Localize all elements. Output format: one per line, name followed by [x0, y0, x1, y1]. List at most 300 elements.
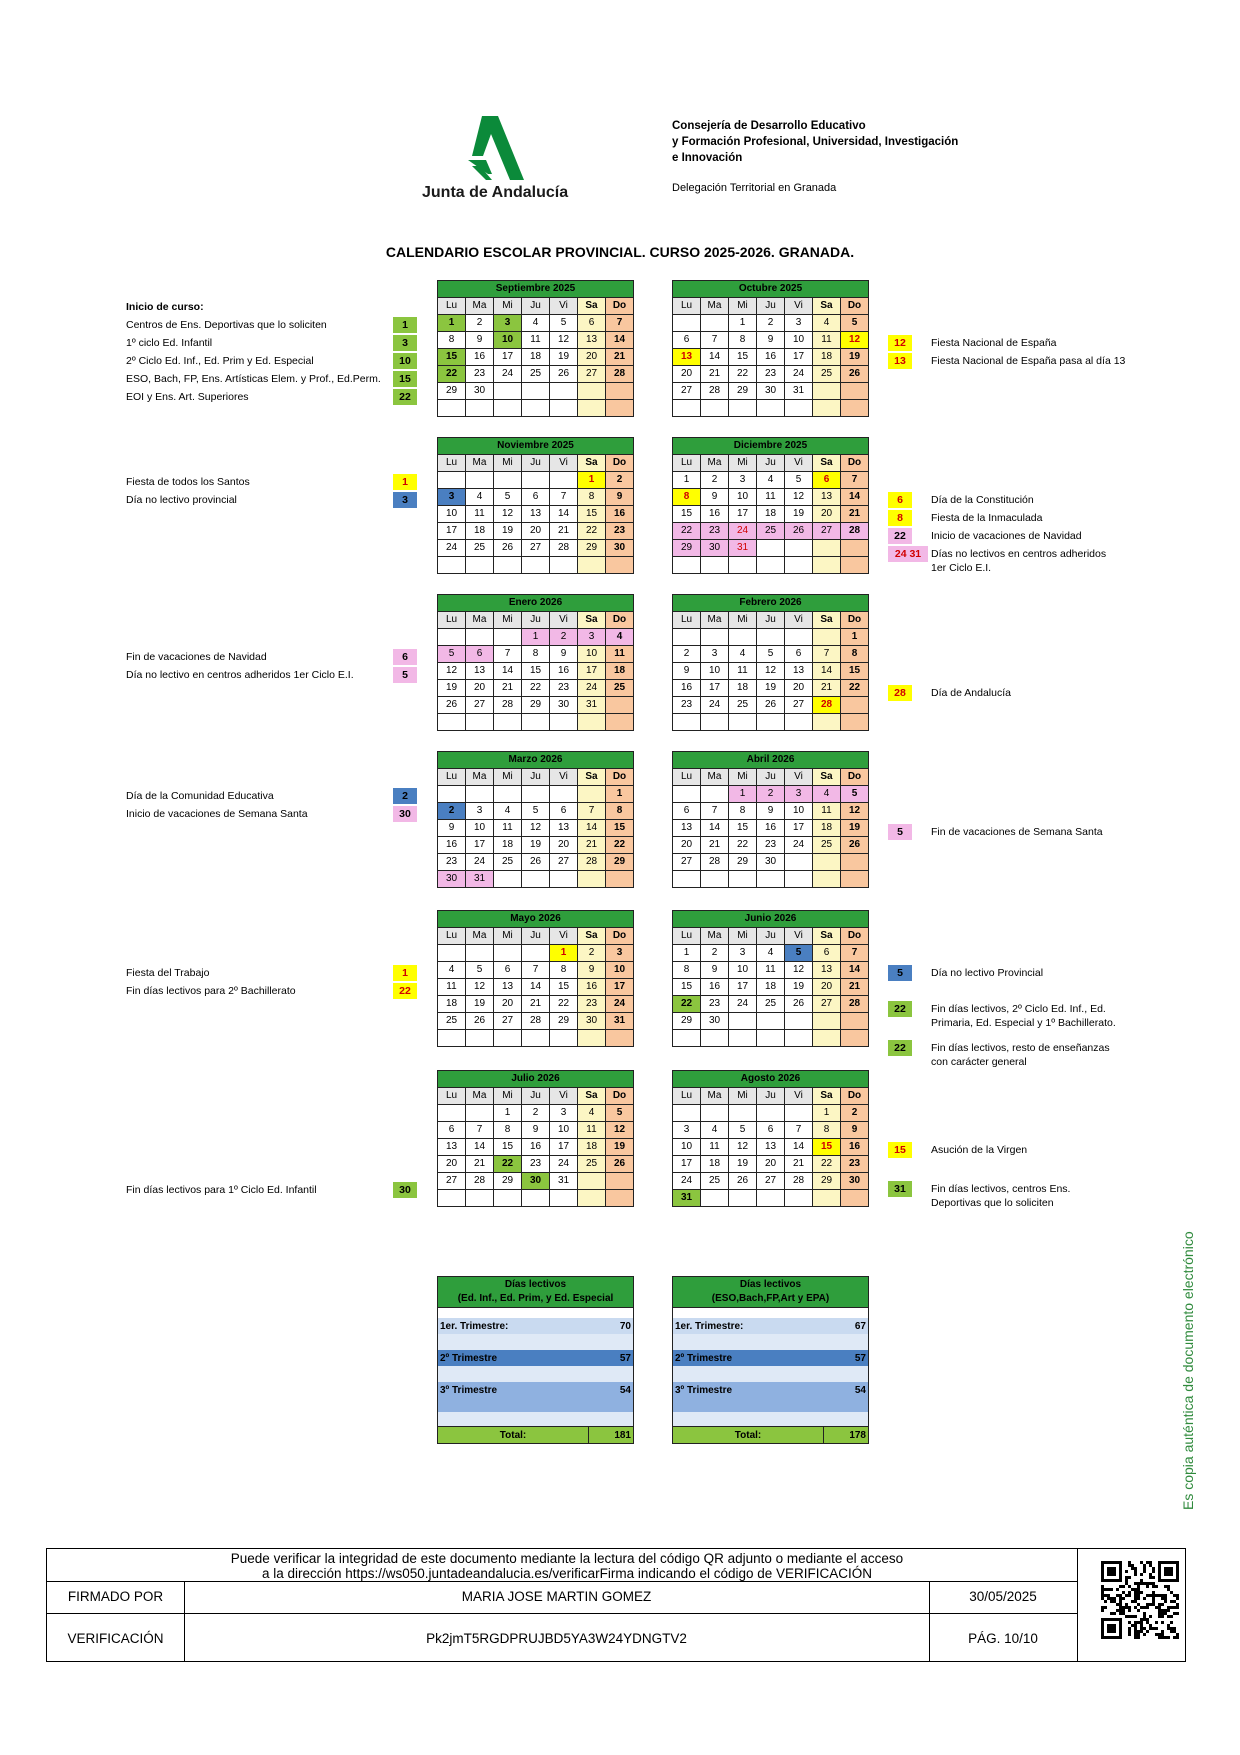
day-cell: 31 — [729, 540, 757, 557]
day-cell — [578, 1173, 606, 1190]
day-cell: 25 — [813, 366, 841, 383]
day-cell: 28 — [578, 854, 606, 871]
month-header: Agosto 2026 — [673, 1071, 869, 1088]
day-cell — [550, 1030, 578, 1047]
weekday-header: Sa — [813, 298, 841, 315]
day-cell: 29 — [729, 383, 757, 400]
day-cell: 10 — [606, 962, 634, 979]
left-note-label: Fin días lectivos para 2º Bachillerato — [126, 985, 296, 997]
day-cell: 27 — [813, 523, 841, 540]
day-cell — [841, 557, 869, 574]
day-cell: 11 — [578, 1122, 606, 1139]
day-cell — [701, 1030, 729, 1047]
day-cell: 21 — [701, 366, 729, 383]
day-cell: 12 — [841, 332, 869, 349]
day-cell: 3 — [578, 629, 606, 646]
day-cell: 19 — [466, 996, 494, 1013]
weekday-header: Sa — [813, 769, 841, 786]
weekday-header: Do — [606, 928, 634, 945]
consejeria-line: Consejería de Desarrollo Educativo — [672, 120, 866, 132]
verify-text — [87, 1551, 1047, 1581]
left-note-day-box: 1 — [393, 317, 417, 333]
page-number: PÁG. 10/10 — [968, 1631, 1038, 1646]
day-cell — [841, 871, 869, 888]
day-cell: 9 — [757, 803, 785, 820]
day-cell — [550, 557, 578, 574]
day-cell: 20 — [673, 837, 701, 854]
total-value: 178 — [824, 1427, 869, 1444]
day-cell: 18 — [522, 349, 550, 366]
weekday-header: Do — [606, 298, 634, 315]
day-cell: 30 — [606, 540, 634, 557]
day-cell: 16 — [466, 349, 494, 366]
day-cell: 26 — [729, 1173, 757, 1190]
weekday-header: Sa — [813, 455, 841, 472]
day-cell: 1 — [729, 786, 757, 803]
day-cell: 25 — [757, 523, 785, 540]
day-cell — [729, 557, 757, 574]
day-cell: 15 — [841, 663, 869, 680]
left-note-day-box: 2 — [393, 788, 417, 804]
day-cell: 17 — [673, 1156, 701, 1173]
day-cell: 17 — [550, 1139, 578, 1156]
weekday-header: Ma — [466, 298, 494, 315]
day-cell: 2 — [438, 803, 466, 820]
day-cell: 28 — [522, 1013, 550, 1030]
day-cell: 19 — [438, 680, 466, 697]
day-cell: 26 — [466, 1013, 494, 1030]
day-cell — [578, 400, 606, 417]
day-cell: 4 — [494, 803, 522, 820]
month-calendar — [437, 751, 634, 888]
day-cell: 25 — [466, 540, 494, 557]
day-cell: 25 — [701, 1173, 729, 1190]
consejeria-line: y Formación Profesional, Universidad, Investigación — [672, 136, 959, 148]
day-cell: 16 — [522, 1139, 550, 1156]
day-cell — [494, 786, 522, 803]
summary-title: Días lectivos — [504, 1279, 567, 1290]
right-note-label: Fin de vacaciones de Semana Santa — [931, 826, 1103, 838]
total-label: Total: — [673, 1427, 824, 1444]
day-cell: 4 — [606, 629, 634, 646]
day-cell — [729, 871, 757, 888]
weekday-header: Vi — [785, 612, 813, 629]
day-cell: 29 — [578, 540, 606, 557]
day-cell — [701, 1190, 729, 1207]
day-cell: 12 — [550, 332, 578, 349]
day-cell — [466, 714, 494, 731]
day-cell: 21 — [785, 1156, 813, 1173]
day-cell: 5 — [841, 786, 869, 803]
day-cell — [673, 786, 701, 803]
day-cell: 8 — [578, 489, 606, 506]
day-cell: 25 — [606, 680, 634, 697]
month-calendar — [672, 1070, 869, 1207]
verification-code: Pk2jmT5RGDPRUJBD5YA3W24YDNGTV2 — [426, 1631, 687, 1646]
delegacion: Delegación Territorial en Granada — [672, 182, 837, 194]
day-cell: 17 — [578, 663, 606, 680]
left-note-label: Día no lectivo en centros adheridos 1er Ciclo E.I. — [126, 669, 354, 681]
day-cell — [701, 871, 729, 888]
weekday-header: Ju — [522, 1088, 550, 1105]
right-note-label: Fiesta Nacional de España pasa al día 13 — [931, 355, 1126, 367]
day-cell: 4 — [466, 489, 494, 506]
day-cell: 13 — [757, 1139, 785, 1156]
day-cell: 15 — [578, 506, 606, 523]
day-cell — [494, 557, 522, 574]
right-note-continuation: 1er Ciclo E.I. — [931, 562, 992, 574]
weekday-header: Do — [606, 455, 634, 472]
day-cell — [522, 871, 550, 888]
day-cell: 6 — [813, 945, 841, 962]
day-cell: 23 — [701, 523, 729, 540]
right-note-continuation: Deportivas que lo soliciten — [931, 1197, 1054, 1209]
day-cell: 2 — [606, 472, 634, 489]
day-cell — [550, 786, 578, 803]
day-cell: 18 — [729, 680, 757, 697]
right-note-label: Fin días lectivos, centros Ens. — [931, 1183, 1071, 1195]
day-cell: 19 — [841, 820, 869, 837]
month-header: Diciembre 2025 — [673, 438, 869, 455]
day-cell: 18 — [757, 506, 785, 523]
day-cell: 12 — [494, 506, 522, 523]
weekday-header: Ju — [522, 455, 550, 472]
day-cell: 16 — [578, 979, 606, 996]
day-cell: 1 — [522, 629, 550, 646]
day-cell: 26 — [438, 697, 466, 714]
day-cell: 25 — [494, 854, 522, 871]
day-cell: 5 — [438, 646, 466, 663]
left-note-label: Centros de Ens. Deportivas que lo soliciten — [126, 319, 327, 331]
day-cell: 19 — [757, 680, 785, 697]
weekday-header: Ju — [522, 298, 550, 315]
day-cell: 11 — [757, 489, 785, 506]
right-note-label: Día de Andalucía — [931, 687, 1011, 699]
day-cell: 18 — [494, 837, 522, 854]
weekday-header: Mi — [729, 928, 757, 945]
day-cell: 22 — [729, 366, 757, 383]
consejeria-line: e Innovación — [672, 152, 743, 164]
day-cell: 2 — [673, 646, 701, 663]
day-cell: 9 — [841, 1122, 869, 1139]
day-cell: 10 — [466, 820, 494, 837]
day-cell — [494, 945, 522, 962]
weekday-header: Sa — [813, 928, 841, 945]
day-cell: 9 — [701, 489, 729, 506]
weekday-header: Mi — [494, 298, 522, 315]
day-cell: 23 — [550, 680, 578, 697]
weekday-header: Do — [841, 928, 869, 945]
weekday-header: Do — [606, 612, 634, 629]
day-cell: 5 — [841, 315, 869, 332]
day-cell — [522, 714, 550, 731]
day-cell: 4 — [813, 315, 841, 332]
right-note-day-box: 15 — [888, 1142, 912, 1158]
day-cell: 8 — [438, 332, 466, 349]
day-cell: 16 — [841, 1139, 869, 1156]
day-cell: 5 — [606, 1105, 634, 1122]
day-cell: 13 — [466, 663, 494, 680]
day-cell: 24 — [550, 1156, 578, 1173]
month-header: Marzo 2026 — [438, 752, 634, 769]
day-cell: 22 — [673, 523, 701, 540]
day-cell: 7 — [606, 315, 634, 332]
day-cell: 5 — [729, 1122, 757, 1139]
verify-line: a la dirección https://ws050.juntadeandalucia.es/verificarFirma indicando el código de VERIFICACIÓN — [261, 1566, 873, 1581]
left-note-day-box: 22 — [393, 389, 417, 405]
day-cell — [701, 315, 729, 332]
weekday-header: Lu — [438, 769, 466, 786]
dias-lectivos-table — [672, 1276, 869, 1444]
day-cell: 3 — [785, 786, 813, 803]
day-cell: 23 — [673, 697, 701, 714]
day-cell — [785, 1013, 813, 1030]
day-cell: 21 — [813, 680, 841, 697]
day-cell: 2 — [841, 1105, 869, 1122]
day-cell: 19 — [785, 506, 813, 523]
left-note-label: ESO, Bach, FP, Ens. Artísticas Elem. y Prof., Ed.Perm. — [126, 373, 381, 385]
day-cell: 18 — [578, 1139, 606, 1156]
day-cell: 9 — [701, 962, 729, 979]
day-cell — [522, 557, 550, 574]
day-cell: 3 — [466, 803, 494, 820]
day-cell — [785, 540, 813, 557]
day-cell: 4 — [757, 472, 785, 489]
day-cell: 6 — [522, 489, 550, 506]
day-cell: 29 — [522, 697, 550, 714]
day-cell: 1 — [813, 1105, 841, 1122]
verification-footer — [46, 1548, 1186, 1662]
day-cell: 22 — [550, 996, 578, 1013]
weekday-header: Sa — [578, 769, 606, 786]
day-cell: 3 — [550, 1105, 578, 1122]
day-cell: 17 — [701, 680, 729, 697]
day-cell — [522, 786, 550, 803]
day-cell — [494, 383, 522, 400]
right-note-label: Fin días lectivos, resto de enseñanzas — [931, 1042, 1110, 1054]
weekday-header: Ju — [757, 769, 785, 786]
day-cell: 17 — [438, 523, 466, 540]
month-calendar — [437, 1070, 634, 1207]
day-cell: 7 — [522, 962, 550, 979]
day-cell: 6 — [757, 1122, 785, 1139]
day-cell — [438, 714, 466, 731]
day-cell: 19 — [785, 979, 813, 996]
day-cell: 9 — [550, 646, 578, 663]
day-cell: 23 — [466, 366, 494, 383]
day-cell — [729, 1190, 757, 1207]
authentic-copy-stamp: Es copia auténtica de documento electrónico — [1180, 1231, 1196, 1510]
weekday-header: Lu — [438, 1088, 466, 1105]
day-cell: 9 — [757, 332, 785, 349]
right-note-day-box: 5 — [888, 965, 912, 981]
day-cell — [438, 472, 466, 489]
day-cell — [466, 1030, 494, 1047]
day-cell: 29 — [606, 854, 634, 871]
day-cell — [785, 871, 813, 888]
day-cell: 18 — [438, 996, 466, 1013]
weekday-header: Ma — [466, 455, 494, 472]
day-cell: 8 — [673, 962, 701, 979]
weekday-header: Ma — [701, 612, 729, 629]
day-cell: 8 — [606, 803, 634, 820]
day-cell: 10 — [578, 646, 606, 663]
day-cell: 31 — [578, 697, 606, 714]
day-cell: 26 — [494, 540, 522, 557]
day-cell: 5 — [785, 472, 813, 489]
day-cell: 24 — [729, 523, 757, 540]
day-cell: 28 — [701, 854, 729, 871]
left-note-day-box: 5 — [393, 667, 417, 683]
weekday-header: Do — [841, 1088, 869, 1105]
day-cell: 22 — [813, 1156, 841, 1173]
weekday-header: Lu — [673, 769, 701, 786]
day-cell — [494, 1190, 522, 1207]
day-cell — [841, 383, 869, 400]
weekday-header: Lu — [673, 455, 701, 472]
day-cell: 15 — [522, 663, 550, 680]
day-cell — [438, 400, 466, 417]
day-cell: 21 — [522, 996, 550, 1013]
verificacion-label: VERIFICACIÓN — [67, 1631, 164, 1646]
day-cell: 26 — [841, 366, 869, 383]
day-cell: 23 — [701, 996, 729, 1013]
firmado-date: 30/05/2025 — [969, 1589, 1037, 1604]
day-cell: 27 — [813, 996, 841, 1013]
day-cell: 12 — [841, 803, 869, 820]
day-cell: 23 — [606, 523, 634, 540]
day-cell: 27 — [522, 540, 550, 557]
day-cell: 4 — [729, 646, 757, 663]
day-cell: 22 — [606, 837, 634, 854]
day-cell — [841, 1013, 869, 1030]
day-cell — [438, 1190, 466, 1207]
total-value: 181 — [589, 1427, 634, 1444]
day-cell: 3 — [729, 472, 757, 489]
day-cell — [841, 854, 869, 871]
day-cell: 2 — [466, 315, 494, 332]
weekday-header: Ju — [757, 455, 785, 472]
trimestre-label: 1er. Trimestre: — [673, 1318, 824, 1334]
day-cell: 20 — [578, 349, 606, 366]
weekday-header: Mi — [494, 1088, 522, 1105]
day-cell: 24 — [785, 366, 813, 383]
verify-line: Puede verificar la integridad de este documento mediante la lectura del código QR adjunto o mediante el acceso — [230, 1551, 904, 1566]
weekday-header: Mi — [729, 612, 757, 629]
day-cell: 2 — [757, 786, 785, 803]
day-cell: 4 — [522, 315, 550, 332]
month-header: Enero 2026 — [438, 595, 634, 612]
day-cell — [522, 400, 550, 417]
trimestre-value: 67 — [824, 1318, 869, 1334]
weekday-header: Mi — [494, 455, 522, 472]
day-cell: 18 — [606, 663, 634, 680]
weekday-header: Ju — [522, 928, 550, 945]
day-cell: 29 — [438, 383, 466, 400]
day-cell: 20 — [813, 979, 841, 996]
day-cell: 6 — [466, 646, 494, 663]
day-cell — [438, 945, 466, 962]
month-header: Abril 2026 — [673, 752, 869, 769]
day-cell: 2 — [522, 1105, 550, 1122]
day-cell — [466, 557, 494, 574]
day-cell — [757, 1105, 785, 1122]
day-cell: 14 — [813, 663, 841, 680]
month-header: Febrero 2026 — [673, 595, 869, 612]
day-cell: 6 — [578, 315, 606, 332]
weekday-header: Lu — [438, 928, 466, 945]
day-cell — [701, 786, 729, 803]
day-cell: 9 — [606, 489, 634, 506]
day-cell: 1 — [841, 629, 869, 646]
trimestre-label: 3º Trimestre — [673, 1382, 824, 1398]
day-cell — [757, 540, 785, 557]
day-cell — [522, 1030, 550, 1047]
day-cell: 6 — [813, 472, 841, 489]
day-cell: 17 — [466, 837, 494, 854]
weekday-header: Sa — [578, 298, 606, 315]
right-note-continuation: Primaria, Ed. Especial y 1º Bachillerato. — [931, 1017, 1116, 1029]
day-cell — [813, 540, 841, 557]
weekday-header: Vi — [550, 928, 578, 945]
trimestre-label: 3º Trimestre — [438, 1382, 589, 1398]
day-cell: 28 — [494, 697, 522, 714]
day-cell: 18 — [701, 1156, 729, 1173]
day-cell — [841, 1190, 869, 1207]
weekday-header: Lu — [673, 612, 701, 629]
day-cell: 27 — [550, 854, 578, 871]
day-cell: 29 — [729, 854, 757, 871]
summary-subtitle: (ESO,Bach,FP,Art y EPA) — [711, 1293, 830, 1304]
day-cell — [578, 557, 606, 574]
month-calendar — [672, 280, 869, 417]
day-cell: 8 — [729, 803, 757, 820]
day-cell: 24 — [578, 680, 606, 697]
weekday-header: Mi — [729, 298, 757, 315]
day-cell: 24 — [673, 1173, 701, 1190]
day-cell: 15 — [673, 979, 701, 996]
day-cell: 7 — [841, 945, 869, 962]
day-cell: 2 — [550, 629, 578, 646]
day-cell — [438, 557, 466, 574]
right-note-label: Asución de la Virgen — [931, 1144, 1028, 1156]
day-cell: 11 — [701, 1139, 729, 1156]
day-cell: 13 — [673, 349, 701, 366]
weekday-header: Ju — [757, 928, 785, 945]
day-cell — [757, 629, 785, 646]
weekday-header: Mi — [729, 1088, 757, 1105]
day-cell: 8 — [813, 1122, 841, 1139]
day-cell: 14 — [550, 506, 578, 523]
day-cell: 8 — [550, 962, 578, 979]
day-cell: 2 — [701, 945, 729, 962]
weekday-header: Sa — [813, 1088, 841, 1105]
weekday-header: Ma — [466, 1088, 494, 1105]
day-cell: 10 — [785, 332, 813, 349]
day-cell: 24 — [438, 540, 466, 557]
day-cell: 8 — [494, 1122, 522, 1139]
day-cell — [785, 854, 813, 871]
day-cell: 23 — [757, 837, 785, 854]
day-cell: 6 — [438, 1122, 466, 1139]
weekday-header: Do — [606, 1088, 634, 1105]
day-cell — [757, 714, 785, 731]
day-cell: 26 — [785, 523, 813, 540]
day-cell — [785, 714, 813, 731]
day-cell: 24 — [701, 697, 729, 714]
left-note-day-box: 6 — [393, 649, 417, 665]
weekday-header: Vi — [785, 928, 813, 945]
